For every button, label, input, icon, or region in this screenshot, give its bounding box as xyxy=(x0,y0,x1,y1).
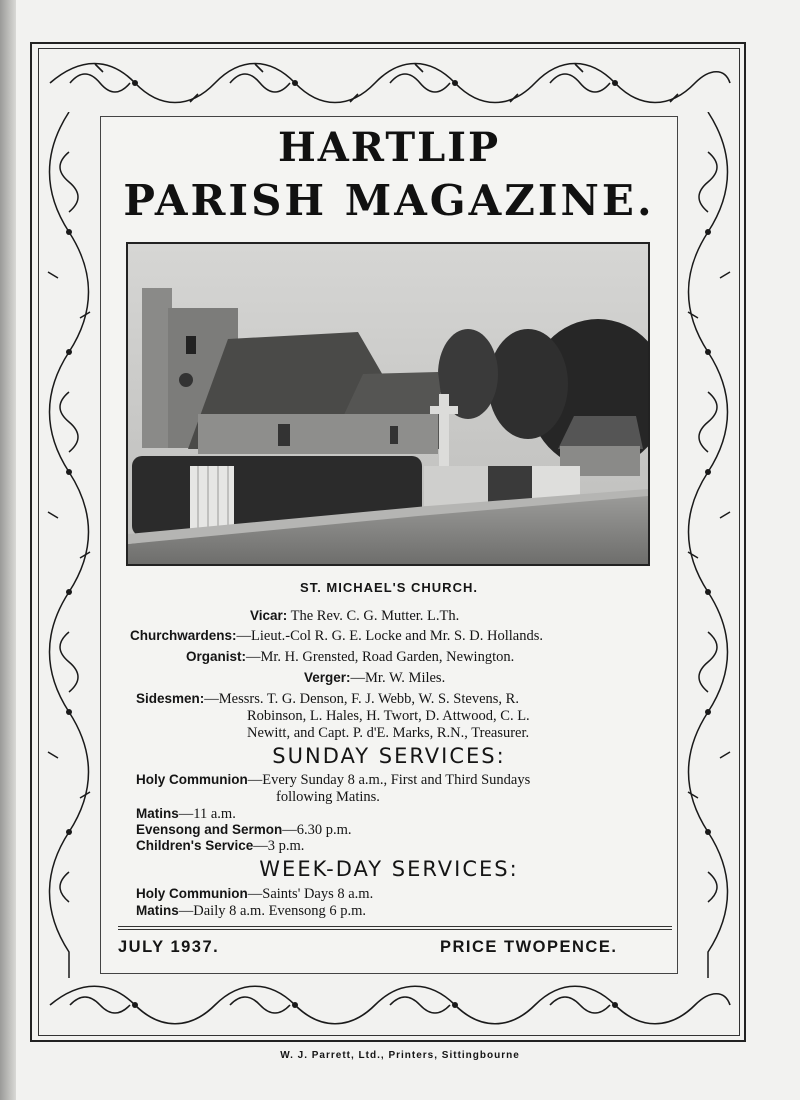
right-floral-border xyxy=(676,112,740,978)
vicar-value: The Rev. C. G. Mutter. L.Th. xyxy=(287,608,460,624)
organist-line xyxy=(186,649,514,666)
verger-value: —Mr. W. Miles. xyxy=(350,670,446,686)
weekday-hc-label: Holy Communion xyxy=(136,886,248,901)
issue-price: PRICE TWOPENCE. xyxy=(440,938,618,956)
weekday-matins-label: Matins xyxy=(136,903,179,918)
vicar-line xyxy=(250,608,459,625)
childrens-service-value: —3 p.m. xyxy=(253,838,305,854)
evensong-label: Evensong and Sermon xyxy=(136,822,283,837)
sidesmen-continuation-2: Newitt, and Capt. P. d'E. Marks, R.N., Treasurer. xyxy=(247,725,530,741)
sidesmen-label: Sidesmen: xyxy=(136,691,205,706)
weekday-matins-value: —Daily 8 a.m. Evensong 6 p.m. xyxy=(178,903,367,919)
photo-caption: ST. MICHAEL'S CHURCH. xyxy=(300,580,478,595)
churchwardens-value: —Lieut.-Col R. G. E. Locke and Mr. S. D. Hollands. xyxy=(236,628,544,644)
sunday-hc-value: —Every Sunday 8 a.m., First and Third Sundays xyxy=(247,772,531,788)
weekday-matins-line xyxy=(136,903,366,920)
sunday-holy-communion-line xyxy=(136,772,530,789)
childrens-service-line xyxy=(136,838,304,855)
sunday-hc-continuation: following Matins. xyxy=(276,789,380,805)
sunday-matins-label: Matins xyxy=(136,806,179,821)
verger-line xyxy=(304,670,445,687)
sunday-services-heading: SUNDAY SERVICES: xyxy=(272,744,506,768)
left-floral-border xyxy=(38,112,100,978)
organist-value: —Mr. H. Grensted, Road Garden, Newington. xyxy=(246,649,515,665)
issue-date: JULY 1937. xyxy=(118,938,220,956)
childrens-service-label: Children's Service xyxy=(136,838,254,853)
top-floral-border xyxy=(40,52,740,114)
weekday-services-heading: WEEK-DAY SERVICES: xyxy=(259,857,519,881)
weekday-holy-communion-line xyxy=(136,886,373,903)
organist-label: Organist: xyxy=(186,649,247,664)
churchwardens-line xyxy=(130,628,543,645)
sidesmen-value: —Messrs. T. G. Denson, F. J. Webb, W. S. Stevens, R. xyxy=(204,691,519,707)
weekday-hc-value: —Saints' Days 8 a.m. xyxy=(247,886,374,902)
page-binding-shadow xyxy=(0,0,16,1100)
bottom-floral-border xyxy=(40,976,740,1034)
sunday-hc-label: Holy Communion xyxy=(136,772,248,787)
church-photograph xyxy=(126,242,650,566)
sidesmen-line xyxy=(136,691,519,708)
vicar-label: Vicar: xyxy=(250,608,288,623)
sunday-matins-value: —11 a.m. xyxy=(178,806,236,822)
masthead-title: HARTLIP xyxy=(277,124,501,171)
footer-rule-lower xyxy=(118,929,672,930)
evensong-value: —6.30 p.m. xyxy=(282,822,352,838)
masthead-subtitle: PARISH MAGAZINE. xyxy=(123,176,655,225)
churchwardens-label: Churchwardens: xyxy=(130,628,237,643)
footer-rule-upper xyxy=(118,926,672,927)
sidesmen-continuation-1: Robinson, L. Hales, H. Twort, D. Attwood, C. L. xyxy=(247,708,530,724)
evensong-line xyxy=(136,822,352,839)
verger-label: Verger: xyxy=(304,670,351,685)
printer-imprint: W. J. Parrett, Ltd., Printers, Sittingbourne xyxy=(280,1050,520,1061)
sunday-matins-line xyxy=(136,806,236,823)
